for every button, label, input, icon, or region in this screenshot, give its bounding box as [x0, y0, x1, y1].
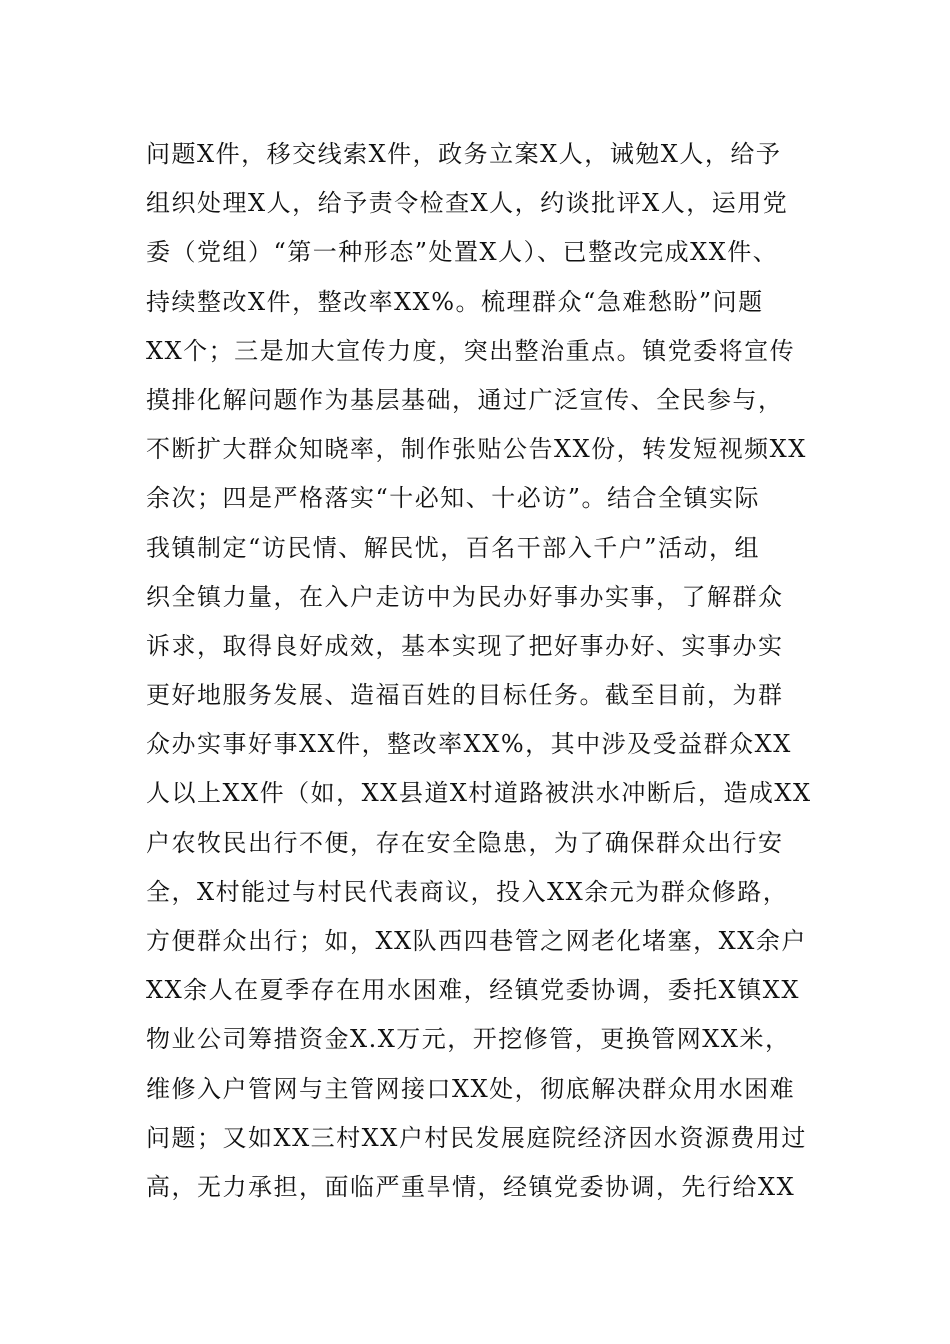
text-line-12: 更好地服务发展、造福百姓的目标任务。截至目前，为群: [146, 681, 784, 710]
text-line-18: XX余人在夏季存在用水困难，经镇党委协调，委托X镇XX: [146, 976, 800, 1005]
text-line-7: 不断扩大群众知晓率，制作张贴公告XX份，转发短视频XX: [146, 435, 807, 464]
text-line-16: 全，X村能过与村民代表商议，投入XX余元为群众修路，: [146, 877, 789, 906]
text-line-20: 维修入户管网与主管网接口XX处，彻底解决群众用水困难: [146, 1074, 796, 1103]
text-line-10: 织全镇力量，在入户走访中为民办好事办实事，了解群众: [146, 582, 784, 611]
text-line-11: 诉求，取得良好成效，基本实现了把好事办好、实事办实: [146, 631, 784, 660]
text-line-22: 高，无力承担，面临严重旱情，经镇党委协调，先行给XX: [146, 1172, 796, 1201]
text-line-5: XX个；三是加大宣传力度，突出整治重点。镇党委将宣传: [146, 336, 796, 365]
text-line-2: 组织处理X人，给予责令检查X人，约谈批评X人，运用党: [146, 189, 789, 218]
text-line-15: 户农牧民出行不便，存在安全隐患，为了确保群众出行安: [146, 828, 784, 857]
text-line-17: 方便群众出行；如，XX队西四巷管之网老化堵塞，XX余户: [146, 927, 807, 955]
text-line-1: 问题X件，移交线索X件，政务立案X人，诫勉X人，给予: [146, 140, 782, 168]
text-line-13: 众办实事好事XX件，整改率XX%，其中涉及受益群众XX: [146, 730, 792, 759]
text-line-3: 委（党组）“第一种形态”处置X人）、已整改完成XX件、: [146, 238, 779, 267]
text-line-14: 人以上XX件（如，XX县道X村道路被洪水冲断后，造成XX: [146, 779, 812, 808]
text-line-21: 问题；又如XX三村XX户村民发展庭院经济因水资源费用过: [146, 1123, 807, 1152]
text-line-6: 摸排化解问题作为基层基础，通过广泛宣传、全民参与，: [146, 385, 784, 414]
text-line-8: 余次；四是严格落实“十必知、十必访”。结合全镇实际: [146, 484, 761, 513]
body-text: [146, 130, 836, 1212]
text-line-9: 我镇制定“访民情、解民忧，百名干部入千户”活动，组: [146, 533, 761, 562]
text-line-19: 物业公司筹措资金X.X万元，开挖修管，更换管网XX米，: [146, 1025, 791, 1054]
text-line-4: 持续整改X件，整改率XX%。梳理群众“急难愁盼”问题: [146, 287, 764, 316]
